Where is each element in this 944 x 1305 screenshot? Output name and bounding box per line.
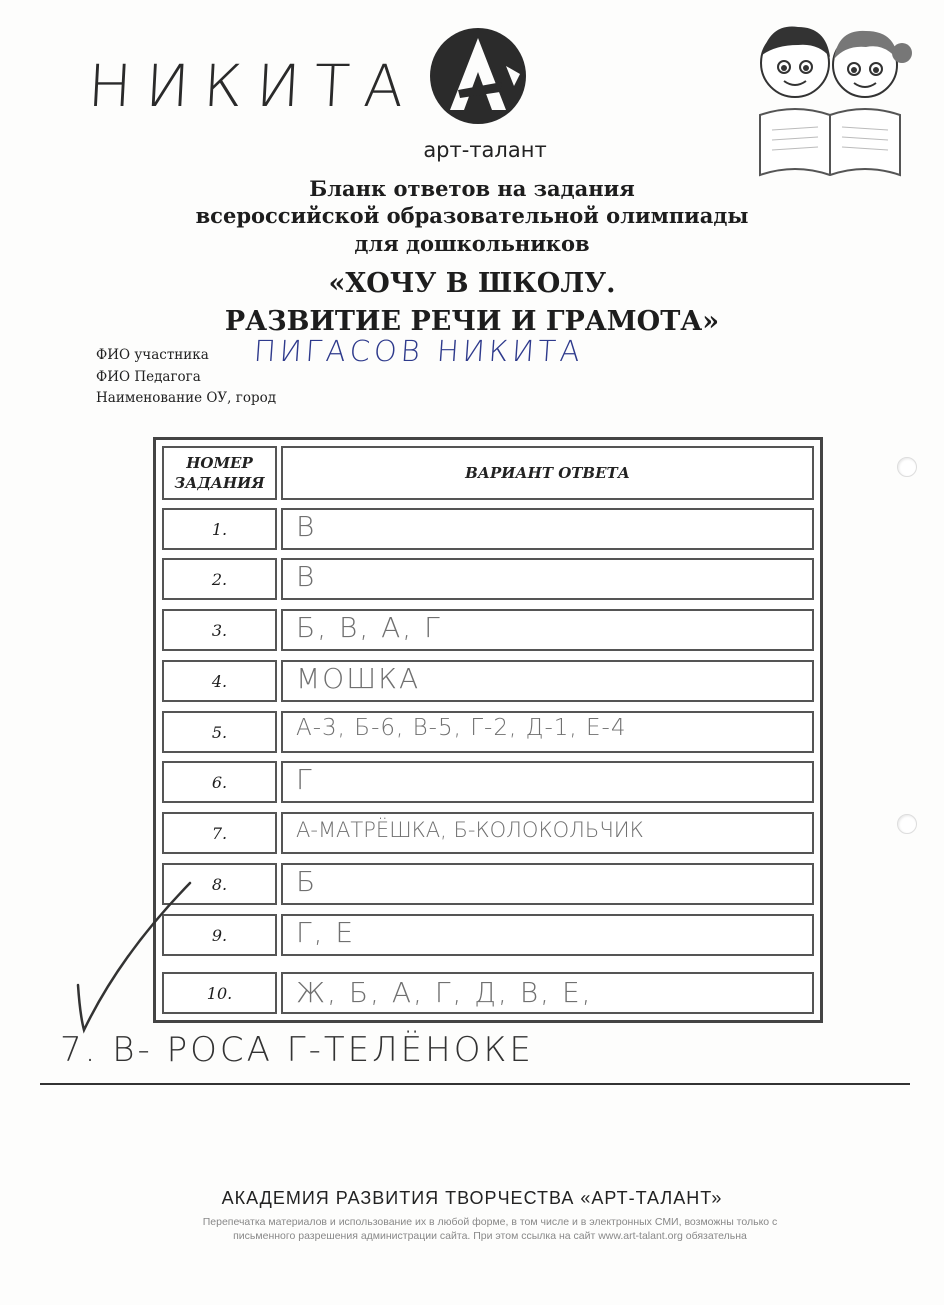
task-number: 4. bbox=[162, 660, 277, 702]
answer-text: Б, В, А, Г bbox=[296, 611, 442, 644]
answer-text: В bbox=[296, 560, 317, 593]
punch-hole-icon bbox=[897, 457, 917, 477]
footer-line-1: Перепечатка материалов и использование их в любой форме, в том числе и в электронных СМИ, возможны только с bbox=[202, 1216, 778, 1228]
participant-value: ПИГАСОВ НИКИТА bbox=[252, 334, 585, 368]
handwritten-extra-answer: 7. В- РОСА Г-ТЕЛЁНОКЕ bbox=[60, 1030, 534, 1070]
column-header-number: НОМЕР ЗАДАНИЯ bbox=[162, 446, 277, 500]
answer-text: Ж, Б, А, Г, Д, В, Е, bbox=[296, 976, 593, 1009]
answer-cell bbox=[281, 558, 814, 600]
footer-title: АКАДЕМИЯ РАЗВИТИЯ ТВОРЧЕСТВА «АРТ-ТАЛАНТ» bbox=[221, 1188, 723, 1208]
check-mark-icon bbox=[60, 875, 200, 1045]
task-number: 7. bbox=[162, 812, 277, 854]
children-reading-icon bbox=[740, 15, 920, 180]
footer-copyright bbox=[140, 1215, 840, 1243]
task-number: 3. bbox=[162, 609, 277, 651]
task-number: 6. bbox=[162, 761, 277, 803]
footer-line-2: письменного разрешения администрации сайта. При этом ссылка на сайт www.art-talant.org обязательна bbox=[233, 1230, 747, 1242]
answer-text: А-3, Б-6, В-5, Г-2, Д-1, Е-4 bbox=[296, 715, 627, 741]
answer-table bbox=[153, 437, 823, 1023]
task-number: 10. bbox=[162, 972, 277, 1014]
handwritten-name: НИКИТА bbox=[86, 52, 420, 120]
title-line-4: «ХОЧУ В ШКОЛУ. bbox=[328, 268, 616, 299]
school-label: Наименование ОУ, город bbox=[96, 390, 277, 406]
task-number: 8. bbox=[162, 863, 277, 905]
answer-text: А-МАТРЁШКА, Б-КОЛОКОЛЬЧИК bbox=[296, 818, 644, 842]
art-talant-logo-icon bbox=[428, 26, 528, 126]
answer-cell bbox=[281, 914, 814, 956]
brand-name: арт-талант bbox=[423, 138, 547, 162]
title-line-1: Бланк ответов на задания bbox=[309, 176, 635, 201]
task-number: 2. bbox=[162, 558, 277, 600]
answer-cell bbox=[281, 508, 814, 550]
answer-text: В bbox=[296, 510, 317, 543]
answer-text: Г, Е bbox=[296, 916, 356, 949]
answer-text: МОШКА bbox=[296, 662, 421, 695]
task-number: 9. bbox=[162, 914, 277, 956]
answer-cell bbox=[281, 863, 814, 905]
title-line-2: всероссийской образовательной олимпиады bbox=[195, 203, 749, 228]
task-number: 1. bbox=[162, 508, 277, 550]
teacher-label: ФИО Педагога bbox=[96, 369, 201, 385]
participant-label: ФИО участника bbox=[96, 347, 209, 363]
answer-text: Г bbox=[296, 763, 314, 796]
title-line-3: для дошкольников bbox=[354, 231, 590, 256]
divider-line bbox=[40, 1083, 910, 1085]
task-number: 5. bbox=[162, 711, 277, 753]
punch-hole-icon bbox=[897, 814, 917, 834]
answer-cell bbox=[281, 761, 814, 803]
column-header-answer: ВАРИАНТ ОТВЕТА bbox=[281, 446, 814, 500]
title-line-5: РАЗВИТИЕ РЕЧИ И ГРАМОТА» bbox=[224, 306, 720, 337]
answer-text: Б bbox=[296, 865, 318, 898]
